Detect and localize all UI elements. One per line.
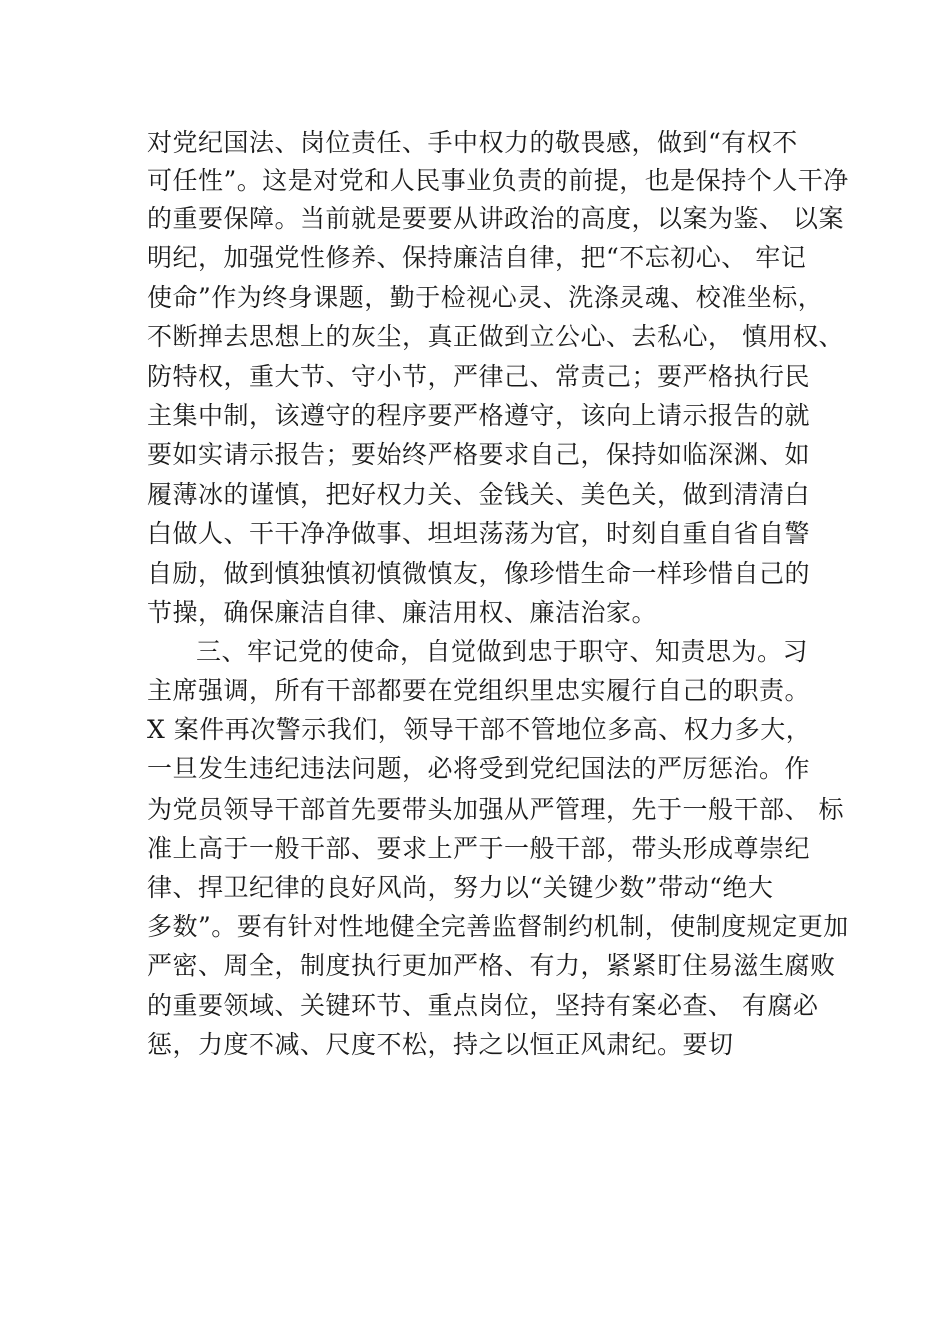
text-line: 一旦发生违纪违法问题，必将受到党纪国法的严厉惩治。作 [147, 754, 811, 783]
section-heading: 三、牢记党的使命，自觉做到忠于职守、知责思为。习 [196, 637, 809, 666]
text-line: 的重要领域、关键环节、重点岗位，坚持有案必查、 有腐必 [147, 991, 819, 1020]
text-line: 防特权，重大节、守小节，严律己、常责己；要严格执行民 [147, 362, 811, 391]
text-line: 主集中制，该遵守的程序要严格遵守，该向上请示报告的就 [147, 401, 811, 430]
text-line: 对党纪国法、岗位责任、手中权力的敬畏感，做到“有权不 [147, 128, 798, 157]
text-line: 使命”作为终身课题，勤于检视心灵、洗涤灵魂、校准坐标， [147, 283, 824, 312]
text-line: 为党员领导干部首先要带头加强从严管理，先于一般干部、 标 [147, 795, 844, 824]
text-line: 主席强调，所有干部都要在党组织里忠实履行自己的职责。 [147, 676, 811, 705]
text-line: 多数”。要有针对性地健全完善监督制约机制，使制度规定更加 [147, 912, 849, 941]
text-line: 律、捍卫纪律的良好风尚，努力以“关键少数”带动“绝大 [147, 873, 774, 902]
text-line: X 案件再次警示我们，领导干部不管地位多高、权力多大， [147, 715, 812, 744]
text-line: 可任性”。这是对党和人民事业负责的前提，也是保持个人干净 [147, 166, 849, 195]
text-line: 惩，力度不减、尺度不松，持之以恒正风肃纪。要切 [147, 1030, 734, 1059]
text-line: 要如实请示报告；要始终严格要求自己，保持如临深渊、如 [147, 440, 811, 469]
text-line: 不断掸去思想上的灰尘，真正做到立公心、去私心， 慎用权、 [147, 322, 844, 351]
text-line: 履薄冰的谨慎，把好权力关、金钱关、美色关，做到清清白 [147, 480, 811, 509]
text-line: 白做人、干干净净做事、坦坦荡荡为官，时刻自重自省自警 [147, 519, 811, 548]
text-line: 自励，做到慎独慎初慎微慎友，像珍惜生命一样珍惜自己的 [147, 559, 811, 588]
text-line: 严密、周全，制度执行更加严格、有力，紧紧盯住易滋生腐败 [147, 951, 836, 980]
text-line: 的重要保障。当前就是要要从讲政治的高度，以案为鉴、 以案 [147, 204, 844, 233]
text-line: 明纪，加强党性修养、保持廉洁自律，把“不忘初心、 牢记 [147, 243, 807, 272]
text-line: 准上高于一般干部、要求上严于一般干部，带头形成尊崇纪 [147, 834, 811, 863]
text-line: 节操，确保廉洁自律、廉洁用权、廉洁治家。 [147, 598, 658, 627]
